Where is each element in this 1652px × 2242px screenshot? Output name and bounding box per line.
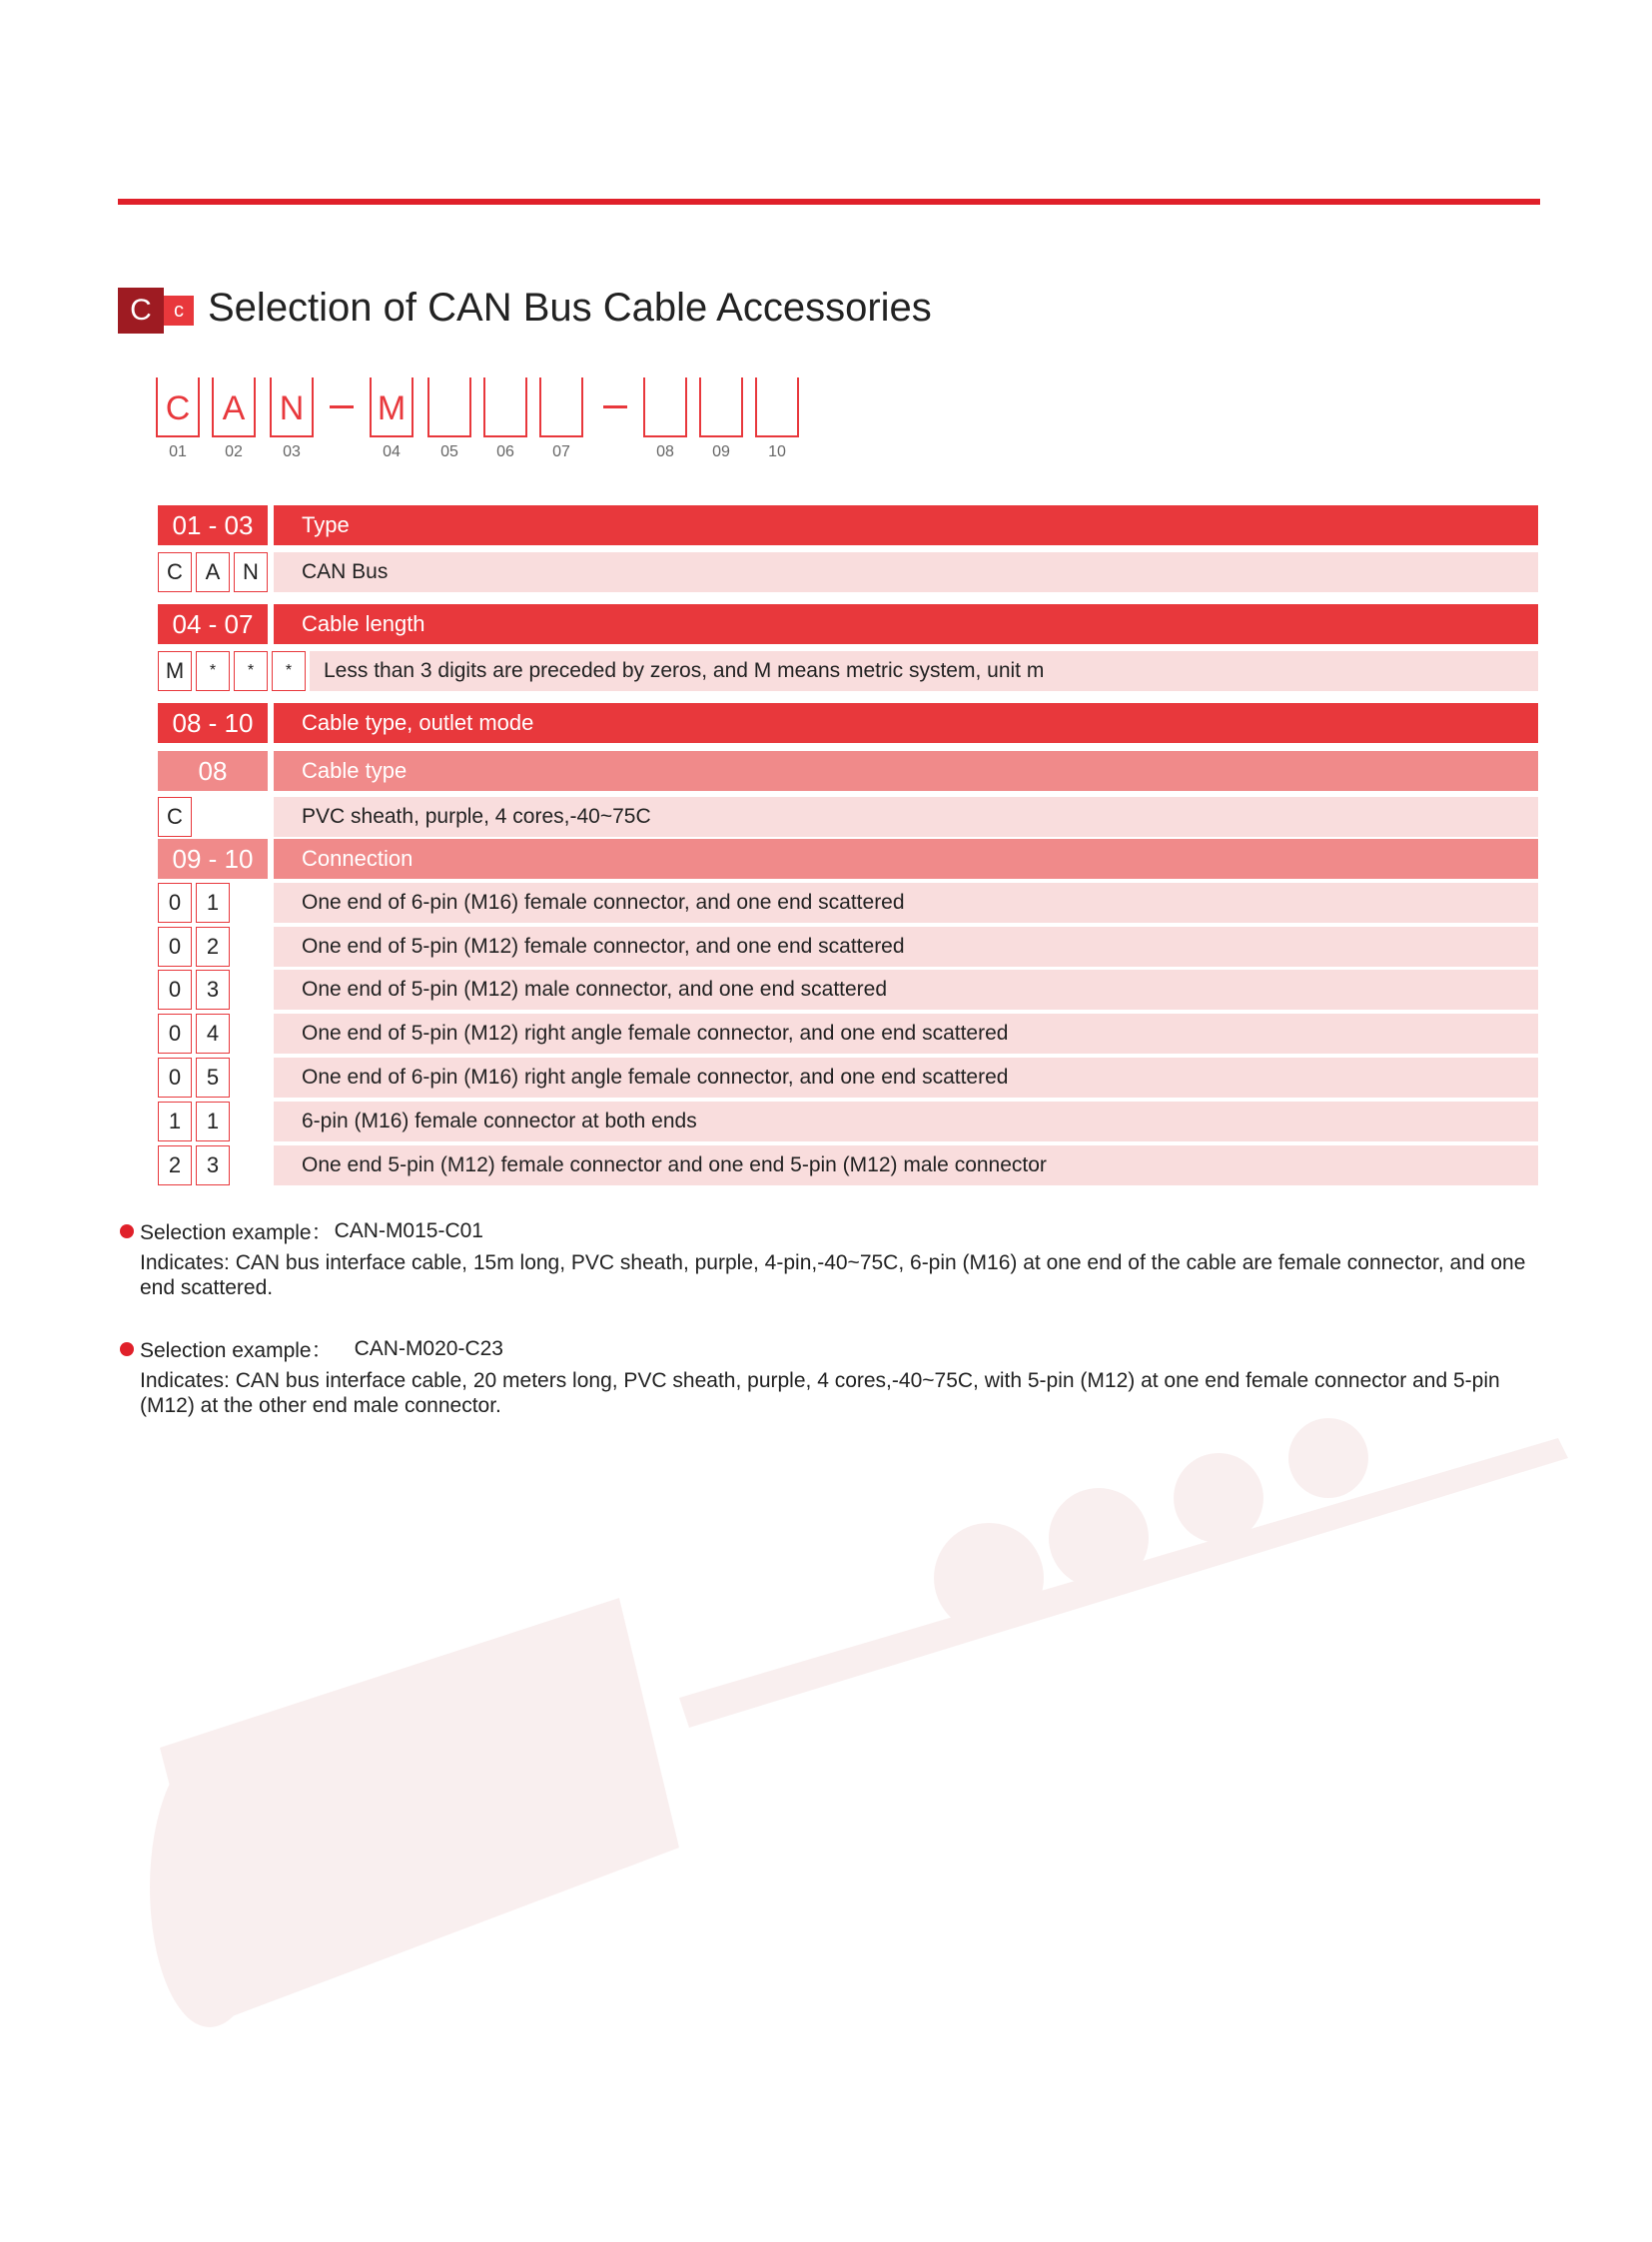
code-box-number: 05	[440, 443, 458, 460]
code-box: N	[270, 377, 314, 437]
type-header-row	[158, 505, 1538, 545]
connection-row	[158, 970, 1538, 1010]
type-box: A	[196, 552, 230, 592]
connection-digit: 0	[158, 1014, 192, 1054]
code-box: C	[156, 377, 200, 437]
connection-text: One end of 5-pin (M12) right angle female connector, and one end scattered	[274, 1014, 1538, 1054]
connection-row	[158, 1102, 1538, 1141]
code-box-number: 03	[283, 443, 301, 460]
cabletype-code: 08	[158, 751, 268, 791]
code-box-number: 08	[656, 443, 674, 460]
connection-text: One end of 6-pin (M16) right angle female connector, and one end scattered	[274, 1058, 1538, 1098]
cabletype-header-row	[158, 751, 1538, 791]
length-value: Less than 3 digits are preceded by zeros, and M means metric system, unit m	[310, 651, 1538, 691]
code-box-number: 09	[712, 443, 730, 460]
connection-digit: 3	[196, 970, 230, 1010]
code-box-number: 04	[383, 443, 401, 460]
bullet-dot-icon	[120, 1342, 134, 1356]
example	[120, 1334, 1542, 1418]
code-box	[755, 377, 799, 437]
code-box-number: 07	[552, 443, 570, 460]
type-box: N	[234, 552, 268, 592]
example-label: Selection example：	[140, 1339, 333, 1362]
type-label: Type	[274, 505, 1538, 545]
connection-label: Connection	[274, 839, 1538, 879]
bullet-dot-icon	[120, 1224, 134, 1238]
code-box-number: 01	[169, 443, 187, 460]
badge-big-letter: C	[118, 288, 164, 334]
connection-digit: 1	[196, 883, 230, 923]
length-label: Cable length	[274, 604, 1538, 644]
connection-digit: 1	[158, 1102, 192, 1141]
badge-small-letter: c	[164, 296, 194, 326]
example-label: Selection example：	[140, 1221, 333, 1244]
connection-text: One end 5-pin (M12) female connector and one end 5-pin (M12) male connector	[274, 1145, 1538, 1185]
connection-digit: 2	[196, 927, 230, 967]
connection-text: One end of 5-pin (M12) female connector, and one end scattered	[274, 927, 1538, 967]
connection-row	[158, 883, 1538, 923]
cable-label: Cable type, outlet mode	[274, 703, 1538, 743]
type-code: 01 - 03	[158, 505, 268, 545]
code-box	[643, 377, 687, 437]
cabletype-label: Cable type	[274, 751, 1538, 791]
code-dash	[603, 405, 627, 408]
connection-text: One end of 5-pin (M12) male connector, and one end scattered	[274, 970, 1538, 1010]
example-text: Indicates: CAN bus interface cable, 20 meters long, PVC sheath, purple, 4 cores,-40~75C, with 5-pin (M12) at one end female connector and 5-pin (M12) at the other end male connector.	[140, 1369, 1500, 1417]
page-title: Selection of CAN Bus Cable Accessories	[208, 286, 932, 330]
code-box: M	[370, 377, 413, 437]
connection-digit: 0	[158, 927, 192, 967]
example-code: CAN-M020-C23	[354, 1337, 503, 1360]
cable-header-row	[158, 703, 1538, 743]
code-box-number: 02	[225, 443, 243, 460]
cabletype-value: PVC sheath, purple, 4 cores,-40~75C	[274, 797, 1538, 837]
type-value: CAN Bus	[274, 552, 1538, 592]
connection-digit: 2	[158, 1145, 192, 1185]
connection-row	[158, 1145, 1538, 1185]
example	[120, 1216, 1542, 1300]
length-box: *	[272, 651, 306, 691]
length-box: *	[196, 651, 230, 691]
code-box	[483, 377, 527, 437]
connection-header-row	[158, 839, 1538, 879]
code-box	[427, 377, 471, 437]
example-code: CAN-M015-C01	[334, 1219, 483, 1242]
code-box-number: 06	[496, 443, 514, 460]
connection-digit: 0	[158, 1058, 192, 1098]
cabletype-box: C	[158, 797, 192, 837]
code-dash	[330, 405, 354, 408]
length-header-row	[158, 604, 1538, 644]
code-box	[539, 377, 583, 437]
connection-row	[158, 1014, 1538, 1054]
connection-row	[158, 927, 1538, 967]
length-value-row	[158, 651, 1538, 691]
type-value-row	[158, 552, 1538, 592]
type-box: C	[158, 552, 192, 592]
length-code: 04 - 07	[158, 604, 268, 644]
connection-text: 6-pin (M16) female connector at both ends	[274, 1102, 1538, 1141]
connection-digit: 4	[196, 1014, 230, 1054]
connection-digit: 0	[158, 970, 192, 1010]
code-box: A	[212, 377, 256, 437]
code-box	[699, 377, 743, 437]
code-box-number: 10	[768, 443, 786, 460]
connection-code: 09 - 10	[158, 839, 268, 879]
example-text: Indicates: CAN bus interface cable, 15m long, PVC sheath, purple, 4-pin,-40~75C, 6-pin (M16) at one end of the cable are female connector, and one end scattered.	[140, 1251, 1526, 1299]
length-box: *	[234, 651, 268, 691]
connection-digit: 0	[158, 883, 192, 923]
cable-code: 08 - 10	[158, 703, 268, 743]
connection-digit: 1	[196, 1102, 230, 1141]
cabletype-value-row	[158, 797, 1538, 837]
length-box: M	[158, 651, 192, 691]
top-rule	[118, 199, 1540, 205]
connection-digit: 5	[196, 1058, 230, 1098]
connection-row	[158, 1058, 1538, 1098]
selection-examples	[120, 1216, 1542, 1452]
sensor-watermark-image	[120, 1418, 1578, 2037]
connection-text: One end of 6-pin (M16) female connector, and one end scattered	[274, 883, 1538, 923]
connection-digit: 3	[196, 1145, 230, 1185]
